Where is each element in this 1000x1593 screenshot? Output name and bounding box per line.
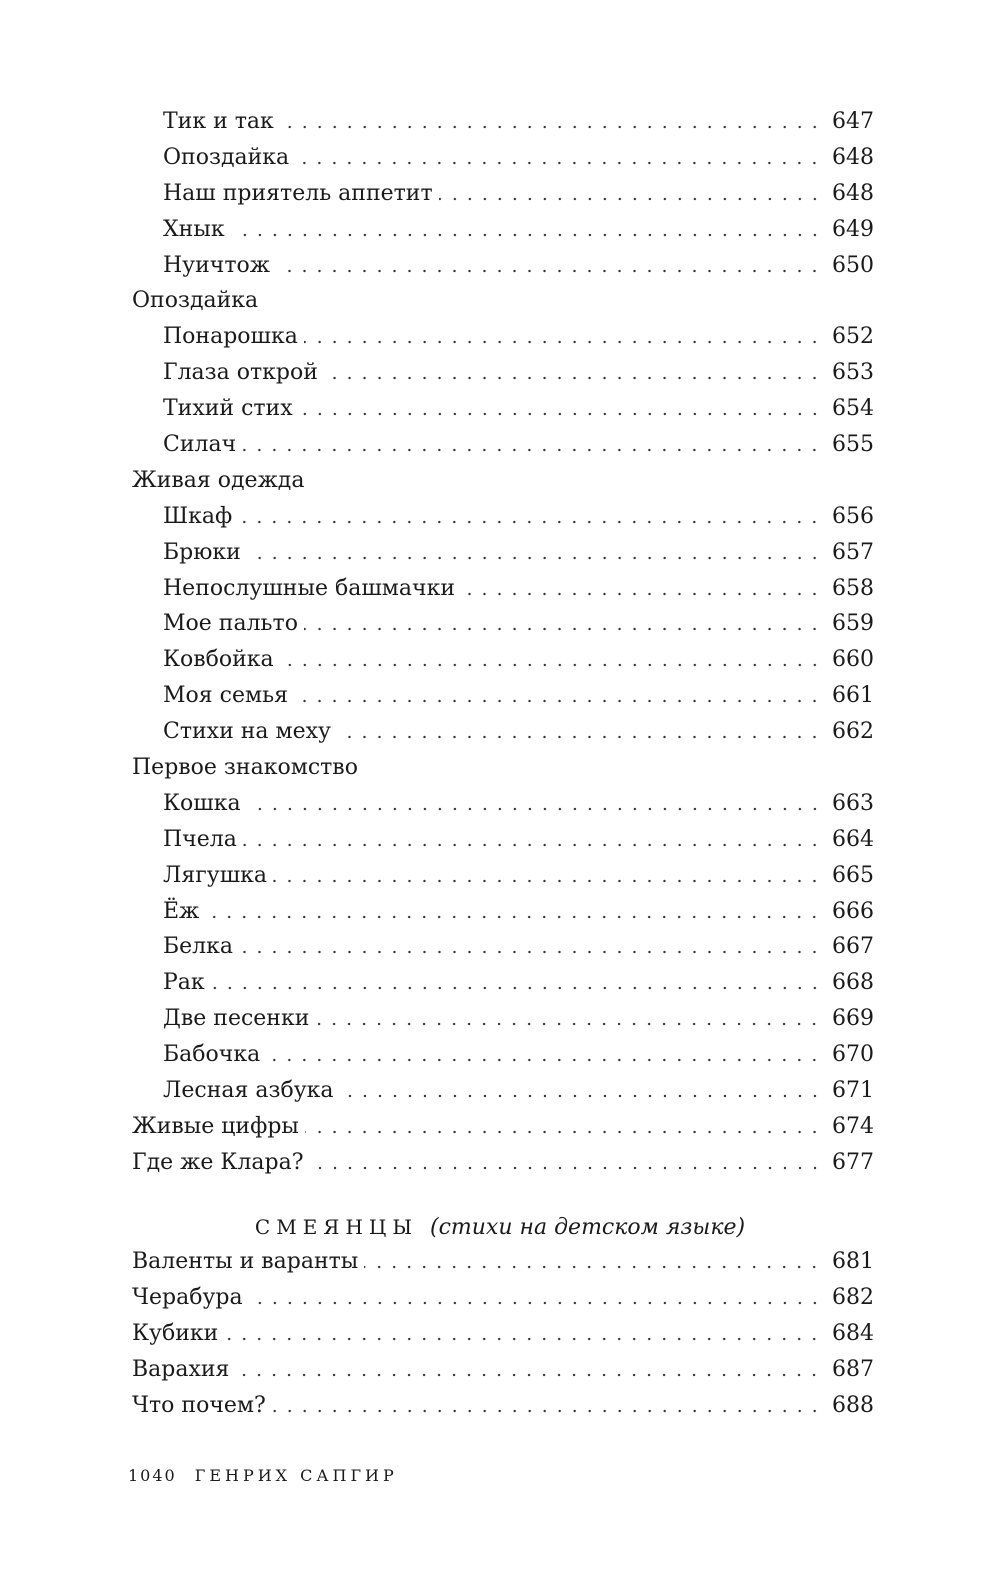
toc-entry — [132, 1037, 874, 1073]
toc-entry — [132, 319, 874, 355]
dot-leader — [238, 520, 822, 524]
toc-entry-title: Ковбойка — [163, 647, 274, 673]
dot-leader — [239, 950, 822, 954]
toc-entry — [132, 606, 874, 642]
dot-leader — [273, 879, 822, 883]
toc-entry — [132, 1073, 874, 1109]
toc-entry-title: Первое знакомство — [132, 755, 358, 781]
toc-entry — [132, 929, 874, 965]
toc-entry-title: Опоздайка — [132, 288, 259, 314]
toc-entry-page: 650 — [832, 252, 874, 278]
toc-entry-page: 664 — [832, 826, 874, 852]
toc-entry-page: 669 — [832, 1006, 874, 1032]
toc-entry-page: 659 — [832, 611, 874, 637]
dot-leader — [235, 1373, 822, 1377]
section-subtitle: (стихи на детском языке) — [430, 1215, 746, 1240]
toc-entry — [132, 1145, 874, 1181]
toc-entry — [132, 427, 874, 463]
toc-entry-page: 665 — [832, 862, 874, 888]
toc-entry-title: Черабура — [132, 1284, 243, 1310]
toc-entry — [132, 858, 874, 894]
toc-entry — [132, 1280, 874, 1316]
dot-leader — [249, 1301, 822, 1305]
toc-entry — [132, 463, 874, 499]
toc-entry — [132, 1244, 874, 1280]
toc-entry — [132, 535, 874, 571]
toc-entry-page: 682 — [832, 1284, 874, 1310]
toc-entry-title: Ёж — [163, 898, 200, 924]
toc-entry-title: Где же Клара? — [132, 1149, 304, 1175]
toc-entry-title: Понарошка — [163, 324, 298, 350]
toc-entry — [132, 1109, 874, 1145]
toc-entry — [132, 104, 874, 140]
toc-entry-page: 658 — [832, 575, 874, 601]
toc-entry-page: 674 — [832, 1113, 874, 1139]
toc-entry-page: 668 — [832, 970, 874, 996]
toc-entry-title: Две песенки — [163, 1006, 310, 1032]
toc-entry-page: 681 — [832, 1249, 874, 1274]
toc-entry-title: Тихий стих — [163, 396, 293, 422]
dot-leader — [242, 448, 822, 452]
page-number: 1040 — [128, 1466, 177, 1485]
toc-entry-title: Опоздайка — [163, 144, 290, 170]
dot-leader — [280, 125, 822, 129]
dot-leader — [439, 197, 822, 201]
dot-leader — [272, 1409, 822, 1413]
toc-entry-title: Непослушные башмачки — [163, 575, 455, 601]
dot-leader — [295, 161, 822, 165]
toc-entry-page: 653 — [832, 360, 874, 386]
dot-leader — [364, 1265, 822, 1269]
toc-entry — [132, 822, 874, 858]
dot-leader — [224, 1337, 822, 1341]
toc-entry-page: 670 — [832, 1042, 874, 1068]
toc-entry-title: Пчела — [163, 826, 237, 852]
toc-entry-page: 654 — [832, 396, 874, 422]
toc-entry-page: 661 — [832, 683, 874, 709]
toc-entry — [132, 786, 874, 822]
toc-entry-title: Кубики — [132, 1320, 219, 1346]
toc-entry-title: Наш приятель аппетит — [163, 180, 433, 206]
toc-entry-title: Кошка — [163, 790, 241, 816]
toc-entry-title: Белка — [163, 934, 234, 960]
dot-leader — [304, 627, 822, 631]
toc-entry-page: 688 — [832, 1392, 874, 1418]
toc-entry-page: 666 — [832, 898, 874, 924]
toc-entry-title: Моя семья — [163, 683, 288, 709]
dot-leader — [294, 699, 822, 703]
dot-leader — [299, 412, 822, 416]
dot-leader — [247, 807, 822, 811]
table-of-contents-section — [132, 1244, 874, 1423]
toc-entry — [132, 571, 874, 607]
toc-entry-title: Живые цифры — [132, 1113, 299, 1139]
dot-leader — [461, 592, 822, 596]
dot-leader — [247, 556, 822, 560]
toc-entry — [132, 642, 874, 678]
toc-entry — [132, 894, 874, 930]
toc-entry-title: Стихи на меху — [163, 719, 331, 745]
dot-leader — [315, 1022, 822, 1026]
toc-entry-title: Тик и так — [163, 109, 274, 134]
toc-entry-page: 684 — [832, 1320, 874, 1346]
dot-leader — [304, 340, 822, 344]
toc-entry — [132, 1352, 874, 1388]
toc-entry-page: 677 — [832, 1149, 874, 1175]
dot-leader — [243, 843, 822, 847]
toc-entry-title: Шкаф — [163, 503, 233, 529]
section-title: СМЕЯНЦЫ — [254, 1215, 418, 1239]
toc-entry — [132, 714, 874, 750]
toc-entry-title: Варахия — [132, 1356, 230, 1382]
toc-entry-page: 660 — [832, 647, 874, 673]
dot-leader — [231, 233, 822, 237]
toc-entry-title: Глаза открой — [163, 360, 318, 386]
toc-entry-title: Рак — [163, 970, 205, 996]
toc-entry-page: 656 — [832, 503, 874, 529]
section-heading — [0, 1212, 1000, 1243]
toc-entry-title: Что почем? — [132, 1392, 266, 1418]
toc-entry-page: 652 — [832, 324, 874, 350]
toc-entry — [132, 965, 874, 1001]
toc-entry — [132, 750, 874, 786]
toc-entry — [132, 1388, 874, 1424]
toc-entry — [132, 1001, 874, 1037]
toc-entry-title: Брюки — [163, 539, 241, 565]
toc-entry-page: 648 — [832, 180, 874, 206]
dot-leader — [211, 986, 822, 990]
toc-entry — [132, 248, 874, 284]
dot-leader — [324, 376, 822, 380]
toc-entry-title: Силач — [163, 432, 237, 458]
toc-entry-title: Бабочка — [163, 1042, 261, 1068]
toc-entry-page: 647 — [832, 109, 874, 134]
toc-entry-title: Валенты и варанты — [132, 1249, 359, 1274]
page-footer — [128, 1466, 398, 1485]
toc-entry-title: Хнык — [163, 216, 225, 242]
toc-entry-page: 662 — [832, 719, 874, 745]
toc-entry-page: 649 — [832, 216, 874, 242]
running-head: ГЕНРИХ САПГИР — [194, 1466, 398, 1485]
toc-entry-page: 655 — [832, 432, 874, 458]
toc-entry-page: 663 — [832, 790, 874, 816]
toc-entry-title: Нуичтож — [163, 252, 270, 278]
dot-leader — [340, 1094, 822, 1098]
table-of-contents — [132, 104, 874, 1181]
toc-entry — [132, 283, 874, 319]
dot-leader — [310, 1166, 823, 1170]
dot-leader — [305, 1130, 822, 1134]
toc-entry-page: 648 — [832, 144, 874, 170]
dot-leader — [205, 915, 822, 919]
dot-leader — [280, 663, 822, 667]
dot-leader — [337, 735, 822, 739]
toc-entry-title: Лягушка — [163, 862, 268, 888]
toc-entry-title: Мое пальто — [163, 611, 298, 637]
toc-entry-page: 667 — [832, 934, 874, 960]
toc-entry-page: 671 — [832, 1078, 874, 1104]
toc-entry — [132, 678, 874, 714]
toc-entry-page: 687 — [832, 1356, 874, 1382]
toc-entry-page: 657 — [832, 539, 874, 565]
toc-entry — [132, 499, 874, 535]
dot-leader — [266, 1058, 822, 1062]
toc-entry-title: Живая одежда — [132, 467, 305, 493]
toc-entry — [132, 1316, 874, 1352]
toc-entry — [132, 176, 874, 212]
dot-leader — [276, 269, 822, 273]
toc-entry — [132, 391, 874, 427]
toc-entry — [132, 212, 874, 248]
toc-entry — [132, 140, 874, 176]
toc-entry-title: Лесная азбука — [163, 1078, 334, 1104]
toc-entry — [132, 355, 874, 391]
